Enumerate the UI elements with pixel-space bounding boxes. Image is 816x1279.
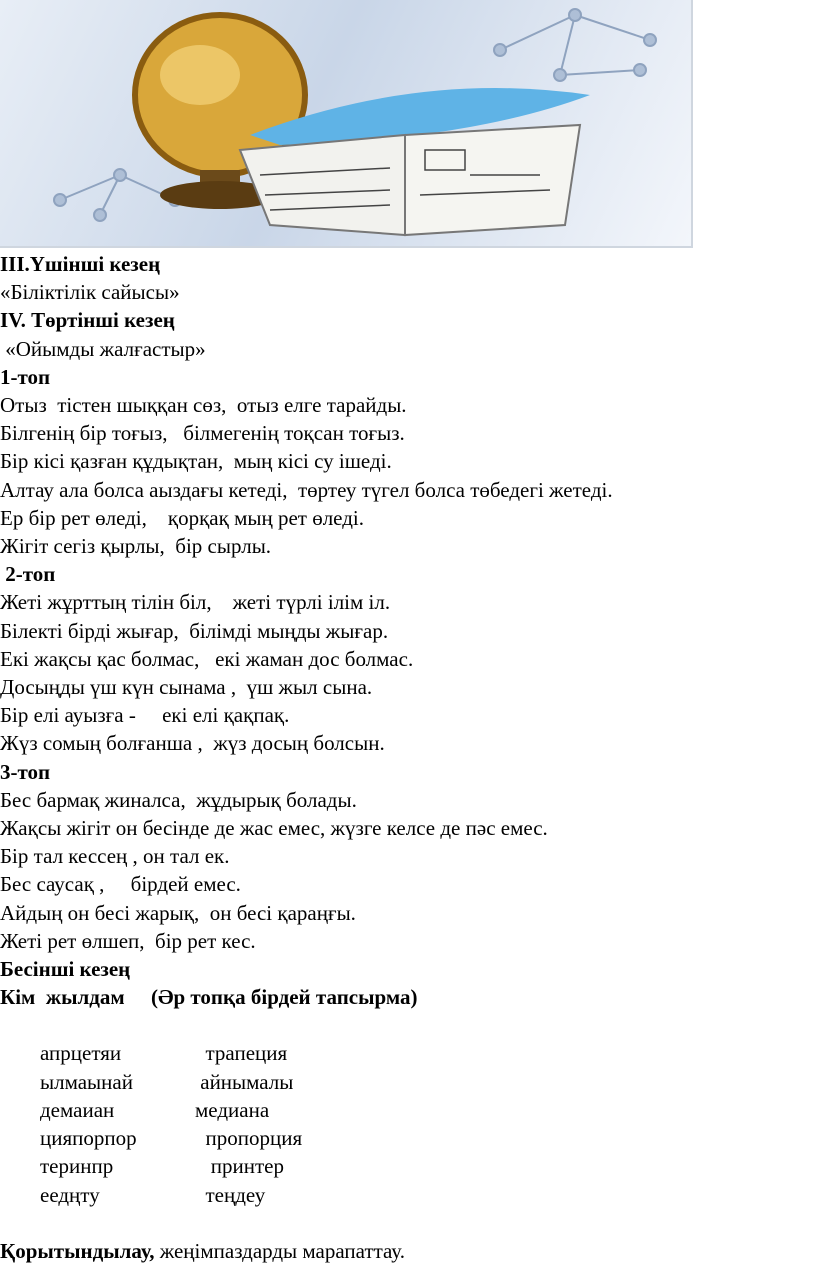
proverb-line: Бір елі ауызға - екі елі қақпақ. [0, 703, 290, 728]
group1-label: 1-топ [0, 364, 51, 389]
proverb-line: Жүз сомың болғанша , жүз досың болсын. [0, 731, 385, 756]
proverb-line: Екі жақсы қас болмас, екі жаман дос болмас. [0, 646, 414, 671]
proverb-line: Жеті рет өлшеп, бір рет кес. [0, 928, 256, 953]
stage4-title: IV. Төртінші кезең [0, 308, 175, 333]
conclusion [0, 1237, 800, 1265]
proverb-line: Жеті жұрттың тілін біл, жеті түрлі ілім іл. [0, 590, 391, 615]
conclusion-bold: Қорытындылау, [0, 1238, 155, 1263]
proverb-line: Айдың он бесі жарық, он бесі қараңғы. [0, 900, 356, 925]
spacer [0, 1209, 800, 1237]
group2-label: 2-топ [0, 562, 56, 587]
proverb-line: Жігіт сегіз қырлы, бір сырлы. [0, 534, 272, 559]
word-list [0, 1039, 800, 1208]
word-row [0, 1181, 800, 1209]
scrambled-word: еедңту [40, 1182, 100, 1207]
proverb-line: Бес саусақ , бірдей емес. [0, 872, 241, 897]
answer-word: медиана [195, 1097, 270, 1122]
answer-word: айнымалы [195, 1069, 294, 1094]
stage5-task: Кім жылдам (Әр топқа бірдей тапсырма) [0, 985, 418, 1010]
spacer [0, 1011, 800, 1039]
proverb-line: Бес бармақ жиналса, жұдырық болады. [0, 787, 357, 812]
proverb-line: Отыз тістен шыққан сөз, отыз елге тарайды. [0, 393, 407, 418]
proverb-line: Білгенің бір тоғыз, білмегенің тоқсан тоғыз. [0, 421, 405, 446]
stage5-title: Бесінші кезең [0, 957, 131, 982]
globe-quill-book-illustration [0, 0, 691, 246]
proverb-line: Алтау ала болса аыздағы кетеді, төртеу түгел болса төбедегі жетеді. [0, 477, 613, 502]
word-row [0, 1152, 800, 1180]
word-row [0, 1096, 800, 1124]
proverb-line: Бір кісі қазған құдықтан, мың кісі су ішеді. [0, 449, 392, 474]
word-row [0, 1124, 800, 1152]
scrambled-word: цияпорпор [40, 1126, 137, 1151]
word-row [0, 1068, 800, 1096]
answer-word: принтер [195, 1154, 284, 1179]
proverb-line: Ер бір рет өледі, қорқақ мың рет өледі. [0, 505, 364, 530]
answer-word: пропорция [195, 1126, 303, 1151]
proverb-line: Жақсы жігіт он бесінде де жас емес, жүзге келсе де пәс емес. [0, 816, 548, 841]
proverb-line: Бір тал кессең , он тал ек. [0, 844, 230, 869]
scrambled-word: апрцетяи [40, 1041, 122, 1066]
answer-word: теңдеу [195, 1182, 266, 1207]
word-row [0, 1039, 800, 1067]
proverb-line: Білекті бірді жығар, білімді мыңды жығар. [0, 618, 389, 643]
conclusion-rest: жеңімпаздарды марапаттау. [154, 1238, 405, 1263]
scrambled-word: ылмаынай [40, 1069, 133, 1094]
stage3-title: III.Үшінші кезең [0, 252, 161, 276]
answer-word: трапеция [195, 1041, 288, 1066]
header-illustration [0, 0, 693, 248]
group3-label: 3-топ [0, 759, 51, 784]
scrambled-word: теринпр [40, 1154, 114, 1179]
document-body [0, 250, 800, 1265]
stage3-name: «Біліктілік сайысы» [0, 280, 180, 305]
scrambled-word: демаиан [40, 1097, 115, 1122]
stage4-name: «Ойымды жалғастыр» [0, 336, 206, 361]
proverb-line: Досыңды үш күн сынама , үш жыл сына. [0, 675, 373, 700]
